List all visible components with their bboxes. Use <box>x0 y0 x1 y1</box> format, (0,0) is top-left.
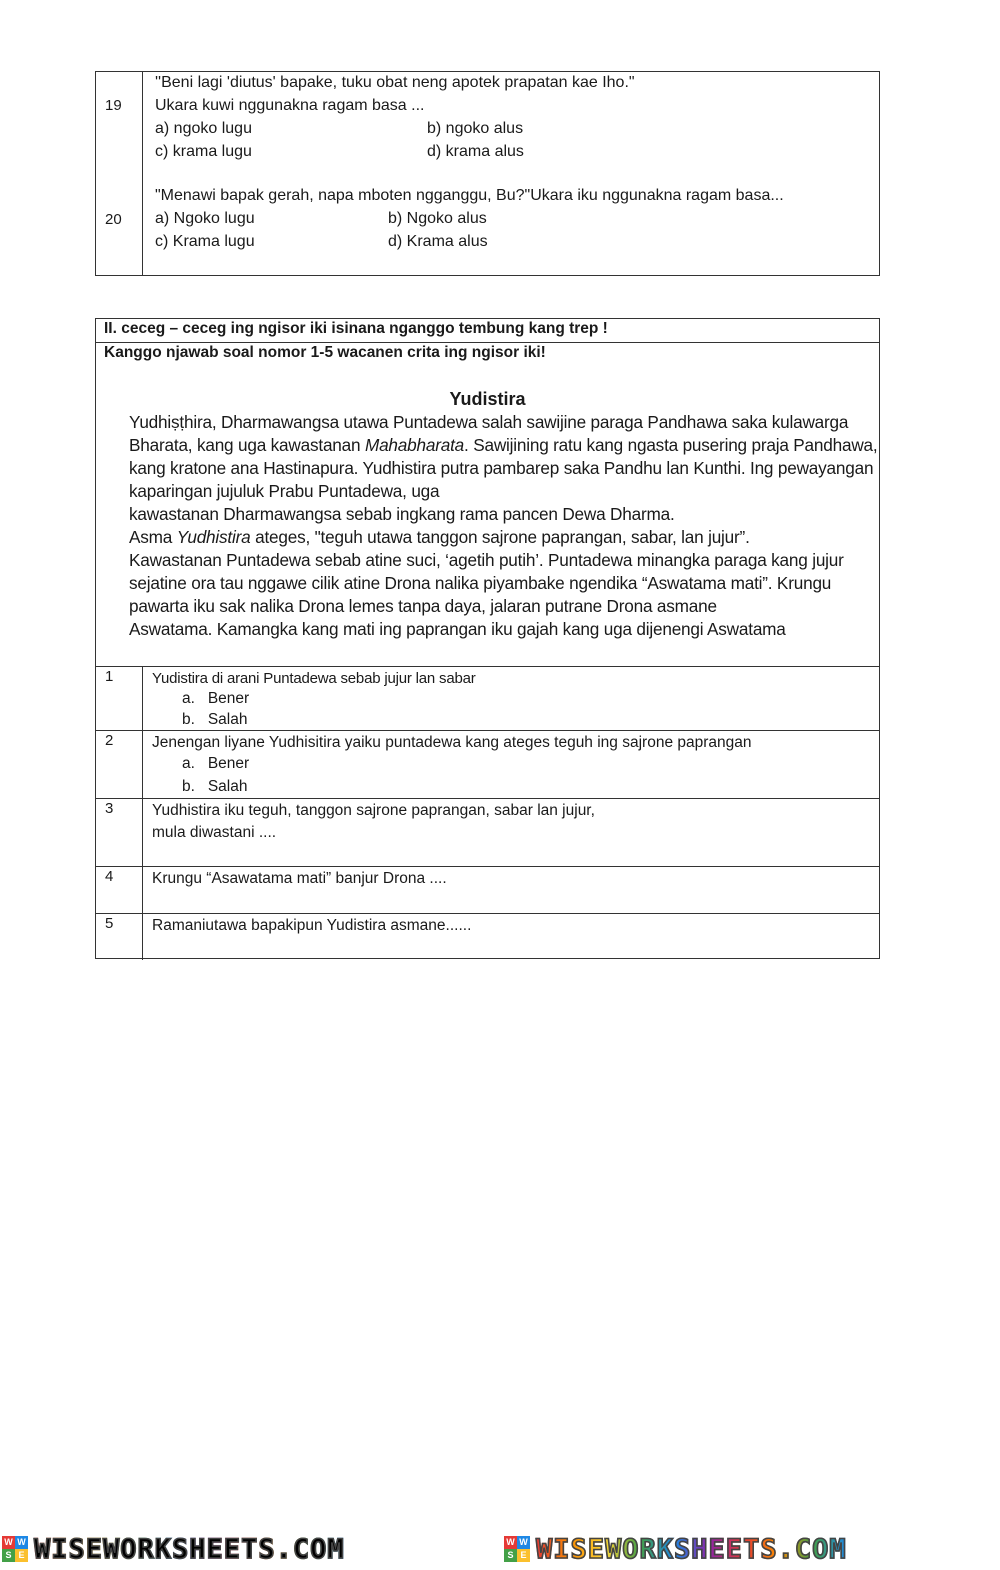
question-1-option-b: b. Salah <box>182 711 248 728</box>
story-italic-mahabharata: Mahabharata <box>364 435 465 455</box>
question-20-option-c: c) Krama lugu <box>155 233 255 250</box>
story-line-7: Kawastanan Puntadewa sebab atine suci, ‘agetih putih’. Puntadewa minangka paraga kang jujur <box>129 550 844 570</box>
question-table-19-20 <box>95 71 880 276</box>
story-line-6: Asma Yudhistira ateges, "teguh utawa tanggon sajrone paprangan, sabar, lan jujur”. <box>129 527 750 547</box>
question-19-quote: ''Beni lagi 'diutus' bapake, tuku obat neng apotek prapatan kae Iho." <box>155 74 635 91</box>
question-20-option-b: b) Ngoko alus <box>388 210 487 227</box>
question-4-text: Krungu “Asawatama mati” banjur Drona .... <box>152 870 447 887</box>
question-row-5 <box>96 913 879 960</box>
story-line-5: kawastanan Dharmawangsa sebab ingkang rama pancen Dewa Dharma. <box>129 504 675 524</box>
section-instruction: Kanggo njawab soal nomor 1-5 wacanen crita ing ngisor iki! <box>104 344 546 361</box>
story-line-2: Bharata, kang uga kawastanan Mahabharata. Sawijining ratu kang ngasta pusering praja Pandhawa, <box>129 435 878 455</box>
wiseworksheets-logo-icon: W W S E <box>504 1536 530 1562</box>
question-5-text: Ramaniutawa bapakipun Yudistira asmane...... <box>152 917 472 934</box>
question-20-text: "Menawi bapak gerah, napa mboten ngganggu, Bu?"Ukara iku nggunakna ragam basa... <box>155 187 784 204</box>
question-2-text: Jenengan liyane Yudhisitira yaiku puntadewa kang ateges teguh ing sajrone paprangan <box>152 734 752 751</box>
number-column-divider <box>142 914 143 960</box>
question-row-4 <box>96 866 879 913</box>
story-line-3: kang kratone ana Hastinapura. Yudhistira putra pambarep saka Pandhu lan Kunthi. Ing pewayangan <box>129 458 874 478</box>
wiseworksheets-logo-icon: W W S E <box>2 1536 28 1562</box>
section-heading: II. ceceg – ceceg ing ngisor iki isinana nganggo tembung kang trep ! <box>104 320 608 337</box>
watermark-left <box>2 1534 345 1564</box>
question-3-text: Yudhistira iku teguh, tanggon sajrone paprangan, sabar lan jujur, <box>152 802 595 819</box>
number-column-divider <box>142 799 143 866</box>
section-heading-row <box>96 319 879 343</box>
question-row-2 <box>96 730 879 798</box>
question-1-option-a: a. Bener <box>182 690 250 707</box>
number-column-divider <box>142 667 143 730</box>
story-title: Yudistira <box>449 389 526 409</box>
story-line-1: Yudhiṣṭhira, Dharmawangsa utawa Puntadewa salah sawijine paraga Pandhawa saka kulawarga <box>129 412 849 432</box>
question-20-option-d: d) Krama alus <box>388 233 488 250</box>
question-19-number: 19 <box>105 97 122 114</box>
instruction-row <box>96 343 879 361</box>
question-1-number: 1 <box>105 668 114 685</box>
number-column-divider <box>142 72 143 275</box>
watermark-text-2: WISEWORKSHEETS.COM <box>536 1533 847 1565</box>
story-line-9: pawarta iku sak nalika Drona lemes tanpa daya, jalaran putrane Drona asmane <box>129 596 717 616</box>
question-19-option-a: a) ngoko lugu <box>155 120 252 137</box>
story-italic-yudhistira: Yudhistira <box>176 527 251 547</box>
story-line-10: Aswatama. Kamangka kang mati ing paprangan iku gajah kang uga dijenengi Aswatama <box>129 619 786 639</box>
question-1-text: Yudistira di arani Puntadewa sebab jujur lan sabar <box>152 670 476 687</box>
question-3-text-line-2: mula diwastani .... <box>152 824 277 841</box>
number-column-divider <box>142 867 143 913</box>
question-2-option-b: b. Salah <box>182 778 248 795</box>
question-19-option-d: d) krama alus <box>427 143 524 160</box>
watermark-right <box>504 1534 847 1564</box>
question-3-number: 3 <box>105 800 114 817</box>
question-4-number: 4 <box>105 868 114 885</box>
story-text <box>129 411 877 641</box>
section-2-table <box>95 318 880 959</box>
watermark-text-1: WISEWORKSHEETS.COM <box>34 1533 345 1565</box>
question-row-3 <box>96 798 879 866</box>
question-19-option-c: c) krama lugu <box>155 143 252 160</box>
story-line-4: kaparingan jujuluk Prabu Puntadewa, uga <box>129 481 440 501</box>
question-20-number: 20 <box>105 211 122 228</box>
question-19-option-b: b) ngoko alus <box>427 120 524 137</box>
question-row-1 <box>96 666 879 730</box>
story-line-8: sejatine ora tau nggawe cilik atine Drona nalika piyambake ngendika “Aswatama mati”. Krungu <box>129 573 832 593</box>
question-2-number: 2 <box>105 732 114 749</box>
question-2-option-a: a. Bener <box>182 755 250 772</box>
question-20-option-a: a) Ngoko lugu <box>155 210 255 227</box>
question-19-text: Ukara kuwi nggunakna ragam basa ... <box>155 97 425 114</box>
watermark-footer <box>0 1534 1000 1564</box>
question-5-number: 5 <box>105 915 114 932</box>
number-column-divider <box>142 731 143 798</box>
